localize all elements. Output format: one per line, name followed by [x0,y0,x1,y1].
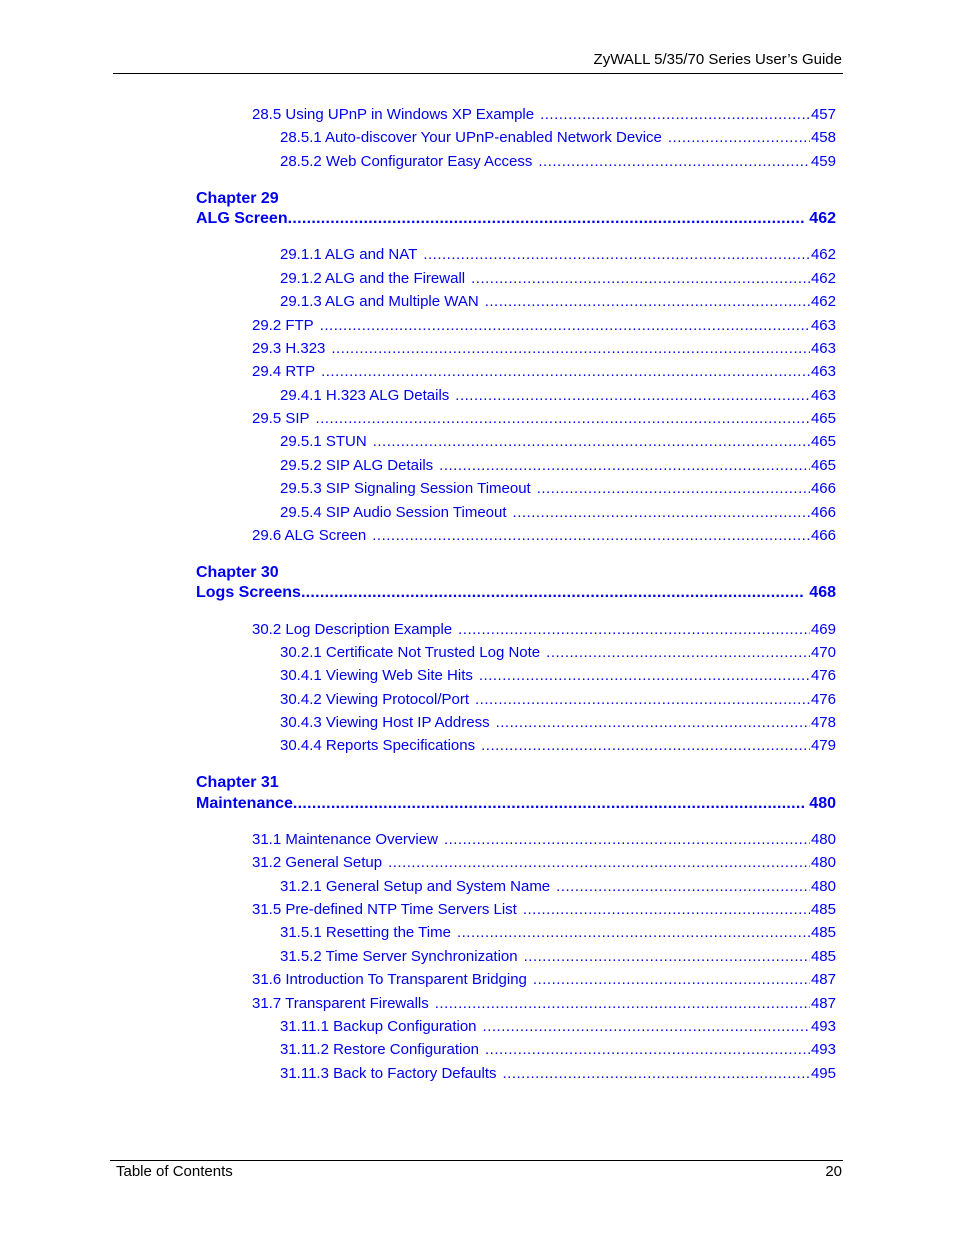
toc-entry-page: 476 [810,691,836,708]
toc-entry-page: 487 [810,995,836,1012]
toc-entry-label: 31.2 General Setup [252,854,383,871]
footer-page-number: 20 [825,1163,842,1180]
dot-leader [288,210,806,228]
toc-entry[interactable] [280,457,836,477]
chapter-number[interactable]: Chapter 30 [196,564,279,581]
toc-entry-label: 30.4.4 Reports Specifications [280,737,476,754]
toc-entry-page: 466 [810,480,836,497]
toc-entry-label: 30.4.3 Viewing Host IP Address [280,714,490,731]
dot-leader [540,106,810,123]
toc-entry-page: 480 [810,854,836,871]
toc-entry[interactable] [280,246,836,266]
dot-leader [475,691,810,708]
toc-entry-label: 29.1.2 ALG and the Firewall [280,270,466,287]
dot-leader [485,1041,810,1058]
toc-entry-label: 31.5.2 Time Server Synchronization [280,948,518,965]
toc-entry-label: 31.1 Maintenance Overview [252,831,438,848]
toc-entry-label: 30.2.1 Certificate Not Trusted Log Note [280,644,541,661]
toc-entry[interactable] [252,971,836,991]
toc-entry-page: 465 [810,410,836,427]
toc-entry-page: 479 [810,737,836,754]
toc-entry[interactable] [280,480,836,500]
dot-leader [293,795,805,813]
dot-leader [537,480,810,497]
page-footer [110,1160,843,1180]
dot-leader [439,457,810,474]
toc-entry-page: 466 [810,504,836,521]
toc-entry-label: 29.5.2 SIP ALG Details [280,457,434,474]
toc-entry-page: 466 [810,527,836,544]
toc-entry-label: 31.11.3 Back to Factory Defaults [280,1065,497,1082]
chapter-number[interactable]: Chapter 29 [196,190,279,207]
toc-entry-page: 485 [810,948,836,965]
toc-entry-page: 495 [810,1065,836,1082]
toc-entry[interactable] [252,854,836,874]
dot-leader [301,584,805,602]
toc-entry-page: 458 [810,129,836,146]
toc-entry-page: 487 [810,971,836,988]
toc-entry[interactable] [280,433,836,453]
toc-entry[interactable] [252,363,836,383]
toc-entry[interactable] [252,831,836,851]
toc-entry-label: 28.5.2 Web Configurator Easy Access [280,153,533,170]
toc-entry[interactable] [252,995,836,1015]
toc-entry[interactable] [252,317,836,337]
toc-entry[interactable] [280,667,836,687]
dot-leader [320,317,810,334]
dot-leader [485,293,810,310]
footer-section-name: Table of Contents [116,1163,233,1180]
dot-leader [668,129,810,146]
chapter-title-label: Maintenance [196,795,293,812]
toc-entry-label: 29.5.1 STUN [280,433,367,450]
toc-entry-label: 31.7 Transparent Firewalls [252,995,429,1012]
dot-leader [331,340,810,357]
toc-entry-page: 463 [810,387,836,404]
toc-entry-page: 457 [810,106,836,123]
toc-entry-label: 31.5 Pre-defined NTP Time Servers List [252,901,517,918]
chapter-page: 462 [809,210,836,227]
dot-leader [556,878,810,895]
toc-entry[interactable] [280,153,836,173]
dot-leader [479,667,810,684]
toc-entry-page: 476 [810,667,836,684]
dot-leader [373,433,810,450]
toc-entry[interactable] [252,106,836,126]
dot-leader [513,504,810,521]
toc-entry-label: 31.6 Introduction To Transparent Bridging [252,971,527,988]
toc-entry-page: 462 [810,270,836,287]
toc-entry-label: 29.5 SIP [252,410,310,427]
toc-entry[interactable] [280,948,836,968]
toc-entry[interactable] [252,901,836,921]
dot-leader [483,1018,810,1035]
toc-entry-page: 480 [810,878,836,895]
toc-entry[interactable] [280,1065,836,1085]
toc-entry-label: 28.5 Using UPnP in Windows XP Example [252,106,535,123]
toc-entry-label: 29.3 H.323 [252,340,326,357]
chapter-page: 480 [809,795,836,812]
toc-entry-label: 31.11.2 Restore Configuration [280,1041,480,1058]
toc-entry-label: 29.5.3 SIP Signaling Session Timeout [280,480,531,497]
toc-entry[interactable] [252,410,836,430]
toc-entry-label: 29.4 RTP [252,363,316,380]
toc-entry-label: 29.6 ALG Screen [252,527,367,544]
dot-leader [423,246,810,263]
dot-leader [455,387,810,404]
toc-entry[interactable] [280,387,836,407]
toc-entry[interactable] [280,270,836,290]
toc-entry-page: 463 [810,340,836,357]
toc-entry-label: 29.2 FTP [252,317,314,334]
dot-leader [481,737,810,754]
toc-entry[interactable] [280,504,836,524]
toc-entry-page: 463 [810,317,836,334]
dot-leader [388,854,810,871]
toc-entry-page: 485 [810,901,836,918]
toc-entry-page: 469 [810,621,836,638]
dot-leader [316,410,810,427]
chapter-title[interactable] [196,210,836,232]
toc-entry-label: 30.4.2 Viewing Protocol/Port [280,691,470,708]
dot-leader [321,363,810,380]
toc-entry[interactable] [280,644,836,664]
dot-leader [503,1065,810,1082]
toc-entry-label: 29.1.3 ALG and Multiple WAN [280,293,479,310]
dot-leader [435,995,810,1012]
toc-entry-page: 485 [810,924,836,941]
dot-leader [444,831,810,848]
document-title: ZyWALL 5/35/70 Series User’s Guide [593,51,842,68]
dot-leader [496,714,810,731]
toc-entry-page: 462 [810,293,836,310]
toc-entry-label: 31.11.1 Backup Configuration [280,1018,477,1035]
toc-entry[interactable] [280,737,836,757]
toc-entry-page: 465 [810,457,836,474]
dot-leader [457,924,810,941]
toc-entry[interactable] [280,129,836,149]
chapter-page: 468 [809,584,836,601]
dot-leader [523,901,810,918]
toc-entry-label: 29.1.1 ALG and NAT [280,246,418,263]
toc-entry[interactable] [280,691,836,711]
toc-entry-label: 30.2 Log Description Example [252,621,453,638]
toc-entry-page: 465 [810,433,836,450]
chapter-title[interactable] [196,795,836,817]
toc-entry-label: 29.4.1 H.323 ALG Details [280,387,450,404]
toc-entry-page: 462 [810,246,836,263]
toc-entry-page: 493 [810,1018,836,1035]
dot-leader [372,527,810,544]
toc-entry[interactable] [280,1018,836,1038]
toc-entry[interactable] [280,878,836,898]
toc-entry-label: 29.5.4 SIP Audio Session Timeout [280,504,507,521]
toc-entry[interactable] [280,714,836,734]
toc-entry-label: 28.5.1 Auto-discover Your UPnP-enabled Network Device [280,129,662,146]
toc-entry-page: 470 [810,644,836,661]
dot-leader [546,644,810,661]
toc-entry[interactable] [252,340,836,360]
toc-entry-page: 463 [810,363,836,380]
toc-entry-label: 31.5.1 Resetting the Time [280,924,451,941]
toc-entry-page: 493 [810,1041,836,1058]
dot-leader [458,621,810,638]
toc-entry[interactable] [252,621,836,641]
toc-entry[interactable] [252,527,836,547]
toc-entry-page: 480 [810,831,836,848]
toc-entry-label: 30.4.1 Viewing Web Site Hits [280,667,473,684]
chapter-number[interactable]: Chapter 31 [196,774,279,791]
dot-leader [533,971,810,988]
toc-entry-page: 459 [810,153,836,170]
chapter-title-label: ALG Screen [196,210,288,227]
toc-entry-label: 31.2.1 General Setup and System Name [280,878,551,895]
dot-leader [524,948,810,965]
chapter-title-label: Logs Screens [196,584,301,601]
toc-entry[interactable] [280,1041,836,1061]
toc-entry[interactable] [280,293,836,313]
dot-leader [538,153,810,170]
dot-leader [471,270,810,287]
toc-entry[interactable] [280,924,836,944]
page-header [113,51,843,74]
toc-entry-page: 478 [810,714,836,731]
chapter-title[interactable] [196,584,836,606]
